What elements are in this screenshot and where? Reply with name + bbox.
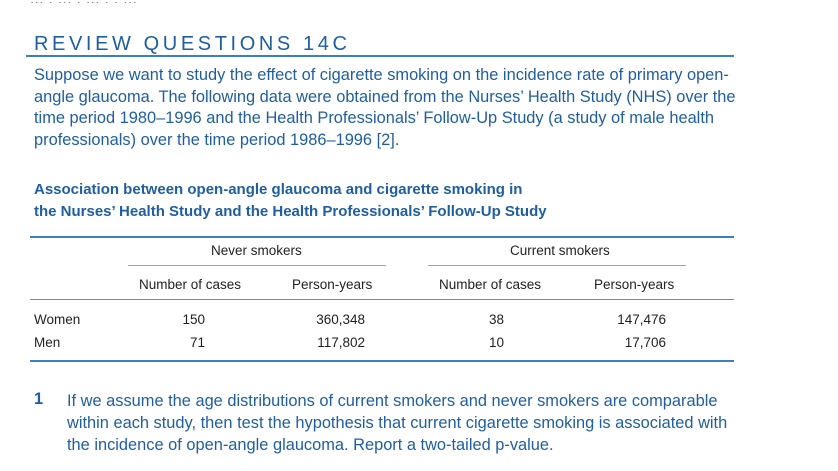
women-never-cases: 150 [182, 312, 205, 327]
table-caption [34, 179, 734, 223]
men-current-person-years: 17,706 [624, 335, 666, 350]
col-header-current-cases: Number of cases [439, 277, 542, 292]
current-smokers-underline [428, 265, 686, 266]
table-caption-line-1: Association between open-angle glaucoma and cigarette smoking in [34, 181, 523, 198]
col-header-current-person-years: Person-years [594, 277, 675, 292]
table-bottom-rule [30, 360, 734, 362]
group-header-never-smokers: Never smokers [211, 243, 302, 258]
women-current-person-years: 147,476 [617, 312, 666, 327]
intro-paragraph: Suppose we want to study the effect of cigarette smoking on the incidence rate of primary open-angle glaucoma. The following data were obtained from the Nurses’ Health Study (NHS) over the time period 1980–1996 and the Health Professionals’ Follow-Up Study (a study of male health professionals) over the time period 1986–1996 [2]. [34, 66, 736, 149]
row-label-men: Men [34, 335, 61, 350]
women-never-person-years: 360,348 [316, 312, 365, 327]
col-header-never-person-years: Person-years [292, 277, 373, 292]
table-caption-line-2: the Nurses’ Health Study and the Health Professionals’ Follow-Up Study [34, 203, 547, 220]
never-smokers-underline [128, 265, 386, 266]
men-never-person-years: 117,802 [317, 335, 365, 350]
section-title: REVIEW QUESTIONS 14C [34, 33, 351, 55]
title-rule [26, 55, 734, 57]
page-top-fragment [30, 0, 137, 3]
header-bottom-rule [30, 299, 734, 300]
col-header-never-cases: Number of cases [139, 277, 242, 292]
table-top-rule [30, 236, 734, 238]
men-never-cases: 71 [189, 335, 205, 350]
group-header-current-smokers: Current smokers [510, 243, 610, 258]
question-text: If we assume the age distributions of current smokers and never smokers are comparable within each study, then test the hypothesis that current cigarette smoking is associated with the incidence of open-angle glaucoma. Report a two-tailed p-value. [67, 392, 728, 454]
row-label-women: Women [34, 312, 81, 327]
women-current-cases: 38 [488, 312, 504, 327]
question-number: 1 [34, 390, 44, 408]
men-current-cases: 10 [488, 335, 504, 350]
